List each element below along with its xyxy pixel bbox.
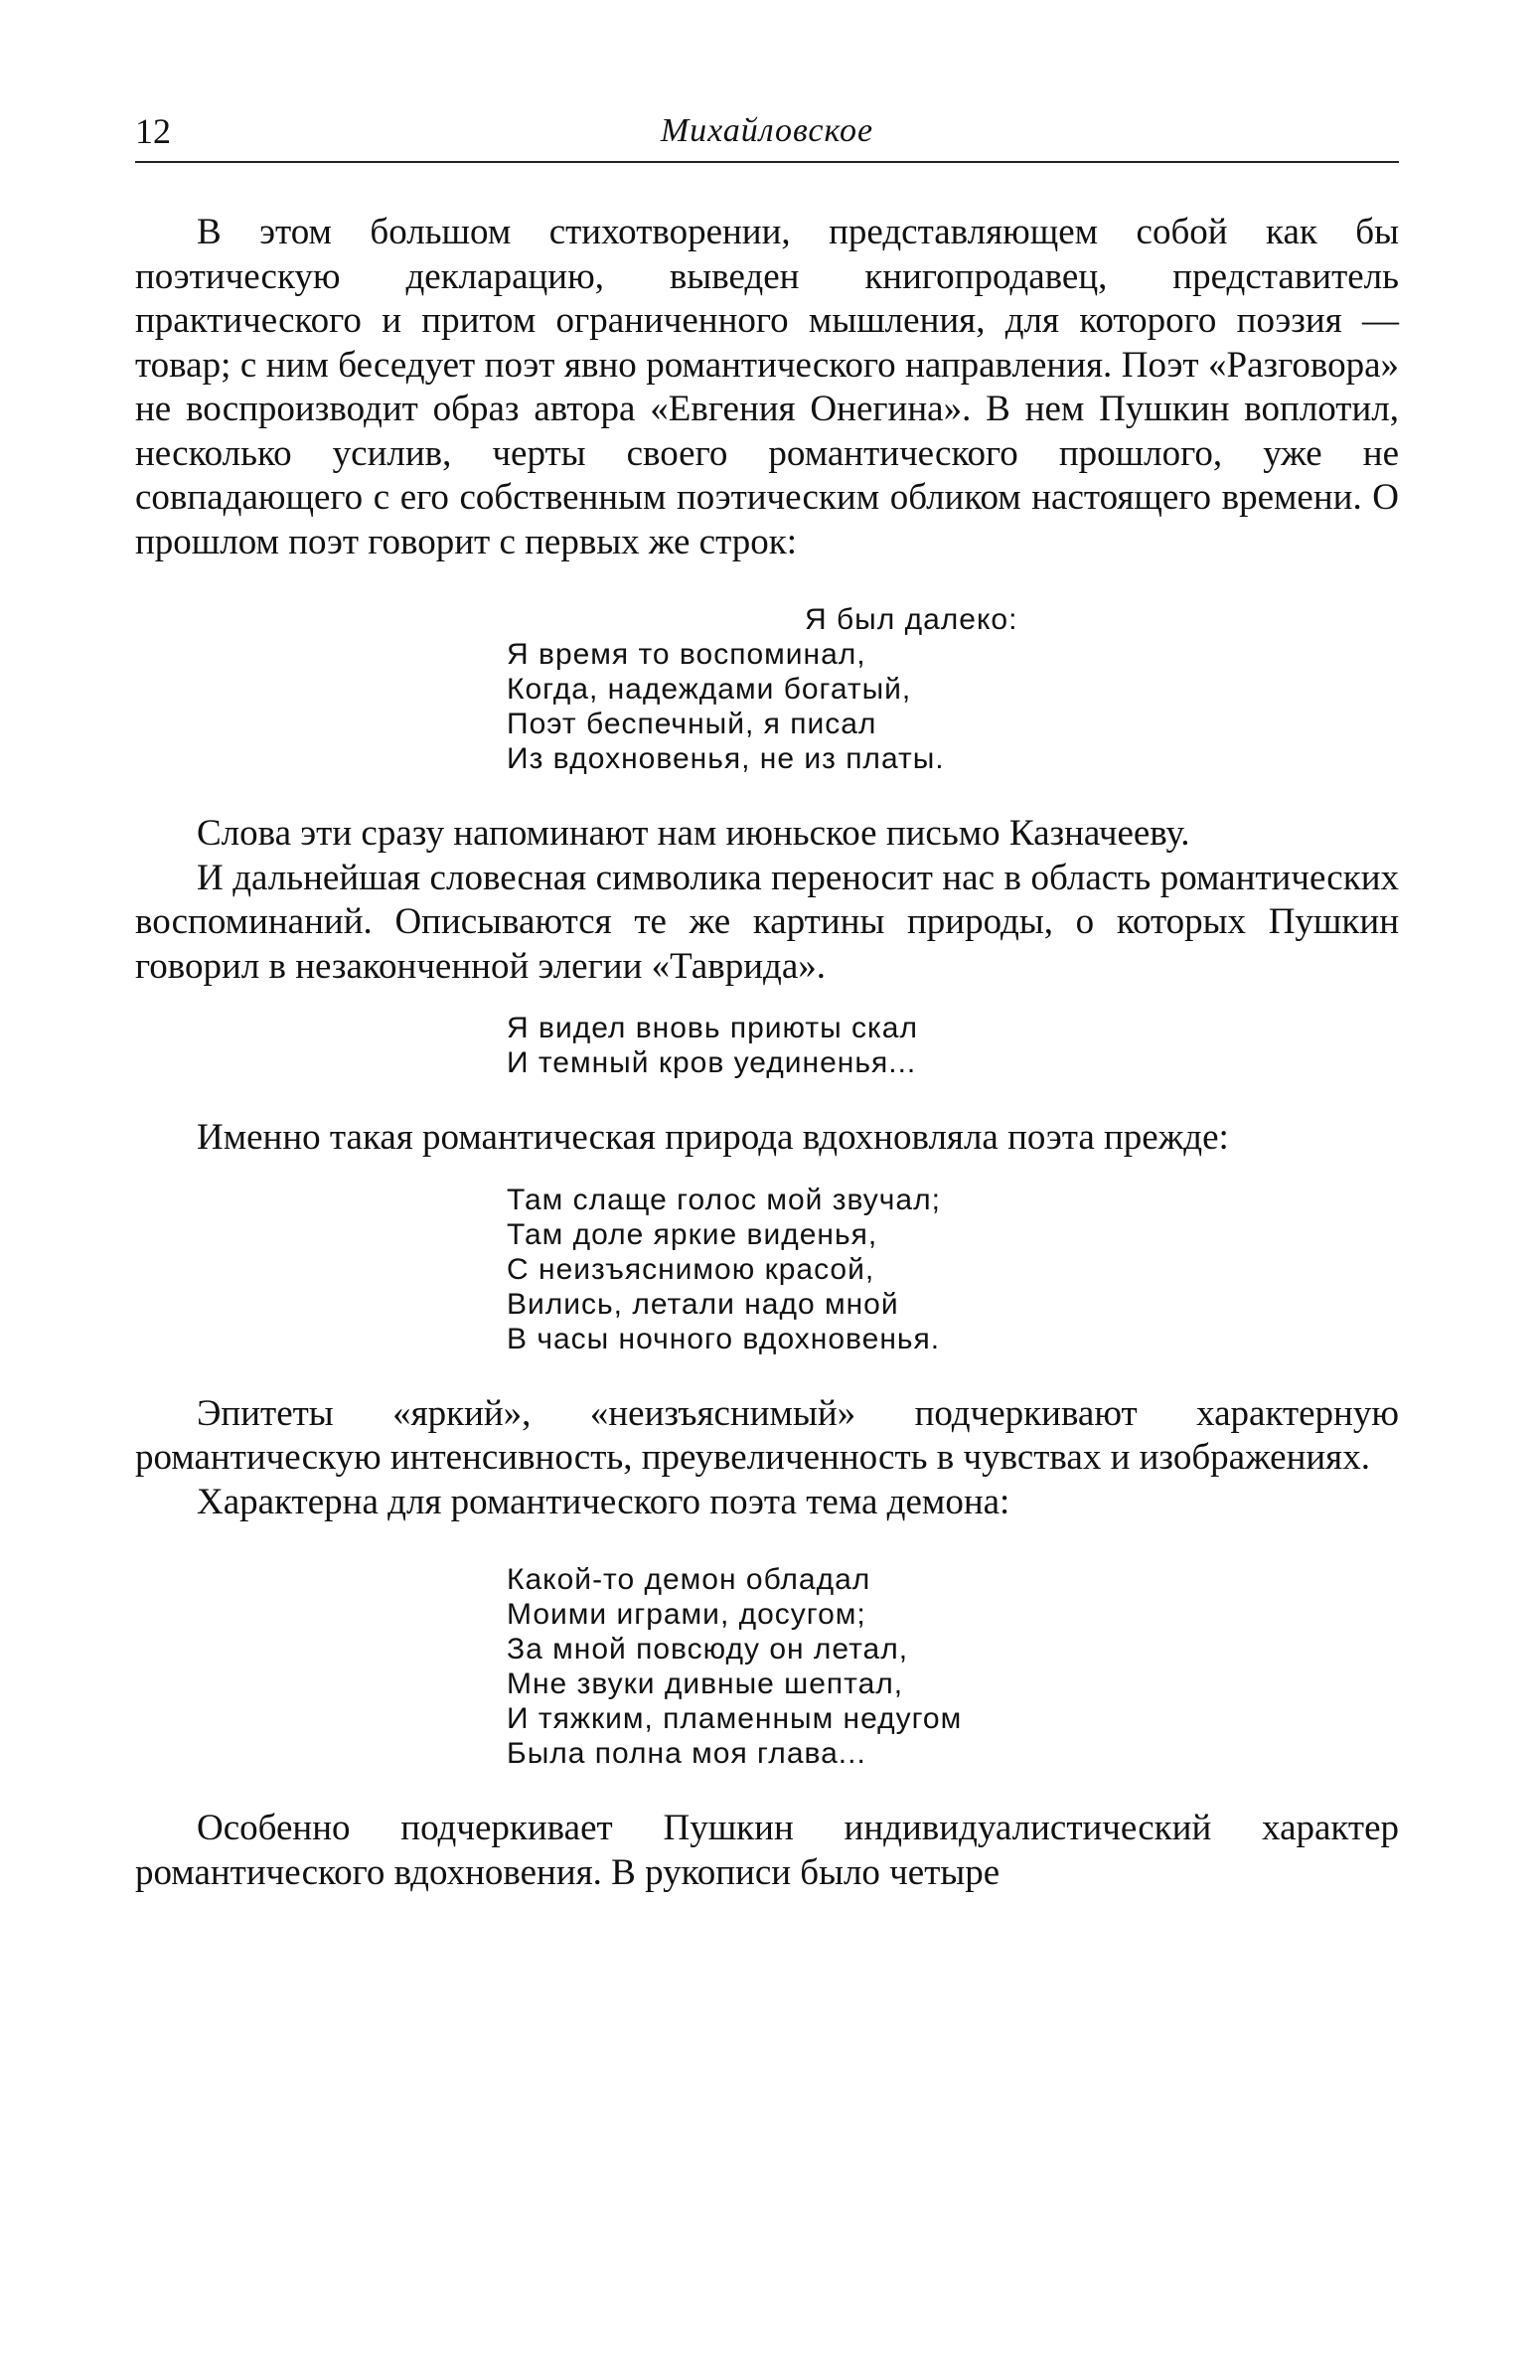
verse-line: Там слаще голос мой звучал; [507, 1183, 941, 1216]
paragraph-4: Именно такая романтическая природа вдохновляла поэта прежде: [197, 1117, 1229, 1158]
verse-quote-4 [507, 1562, 1399, 1771]
verse-line: Мне звуки дивные шептал, [507, 1667, 904, 1700]
verse-quote-1 [507, 602, 1399, 776]
verse-line: Когда, надеждами богатый, [507, 673, 912, 706]
verse-line: И тяжким, пламенным недугом [507, 1702, 963, 1735]
verse-line: С неизъяснимою красой, [507, 1252, 875, 1286]
verse-line: Я был далеко: [805, 603, 1018, 636]
verse-line: Я видел вновь приюты скал [507, 1012, 918, 1044]
book-page [135, 0, 1399, 2380]
verse-quote-2 [507, 1011, 1399, 1080]
paragraph-7: Особенно подчеркивает Пушкин индивидуалистический характер романтического вдохновения. В рукописи было четыре [135, 1808, 1399, 1893]
paragraph-3: И дальнейшая словесная символика переносит нас в область романтических воспоминаний. Описываются те же картины природы, о которых Пушкин говорил в незаконченной элегии «Таврида». [135, 857, 1399, 987]
paragraph-1: В этом большом стихотворении, представляющем собой как бы поэтическую декларацию, выведен книгопродавец, представитель практического и притом ограниченного мышления, для которого поэзия — товар; с ним беседует поэт явно романтического направления. Поэт «Разговора» не воспроизводит образ автора «Евгения Онегина». В нем Пушкин воплотил, несколько усилив, черты своего романтического прошлого, уже не совпадающего с его собственным поэтическим обликом настоящего времени. О прошлом поэт говорит с первых же строк: [135, 212, 1399, 562]
verse-line: Я время то воспоминал, [507, 638, 866, 671]
body-text [135, 211, 1399, 1895]
paragraph-6: Характерна для романтического поэта тема демона: [197, 1481, 1010, 1522]
verse-line: За мной повсюду он летал, [507, 1633, 909, 1666]
verse-line: Моими играми, досугом; [507, 1598, 866, 1631]
header-rule [135, 161, 1399, 163]
running-title: Михайловское [660, 112, 874, 149]
paragraph-2: Слова эти сразу напоминают нам июньское письмо Казначееву. [197, 813, 1190, 854]
verse-line: В часы ночного вдохновенья. [507, 1322, 941, 1355]
verse-quote-3 [507, 1183, 1399, 1356]
verse-line: Какой-то демон обладал [507, 1563, 871, 1596]
page-header [135, 107, 1399, 155]
paragraph-5: Эпитеты «яркий», «неизъяснимый» подчеркивают характерную романтическую интенсивность, преувеличенность в чувствах и изображениях. [135, 1392, 1399, 1478]
verse-line: Из вдохновенья, не из платы. [507, 742, 945, 775]
page-number: 12 [135, 111, 171, 151]
verse-line: Вились, летали надо мной [507, 1287, 899, 1321]
verse-line: Там доле яркие виденья, [507, 1217, 878, 1251]
verse-line: Поэт беспечный, я писал [507, 708, 877, 740]
verse-line: И темный кров уединенья... [507, 1046, 917, 1079]
verse-line: Была полна моя глава... [507, 1737, 866, 1770]
